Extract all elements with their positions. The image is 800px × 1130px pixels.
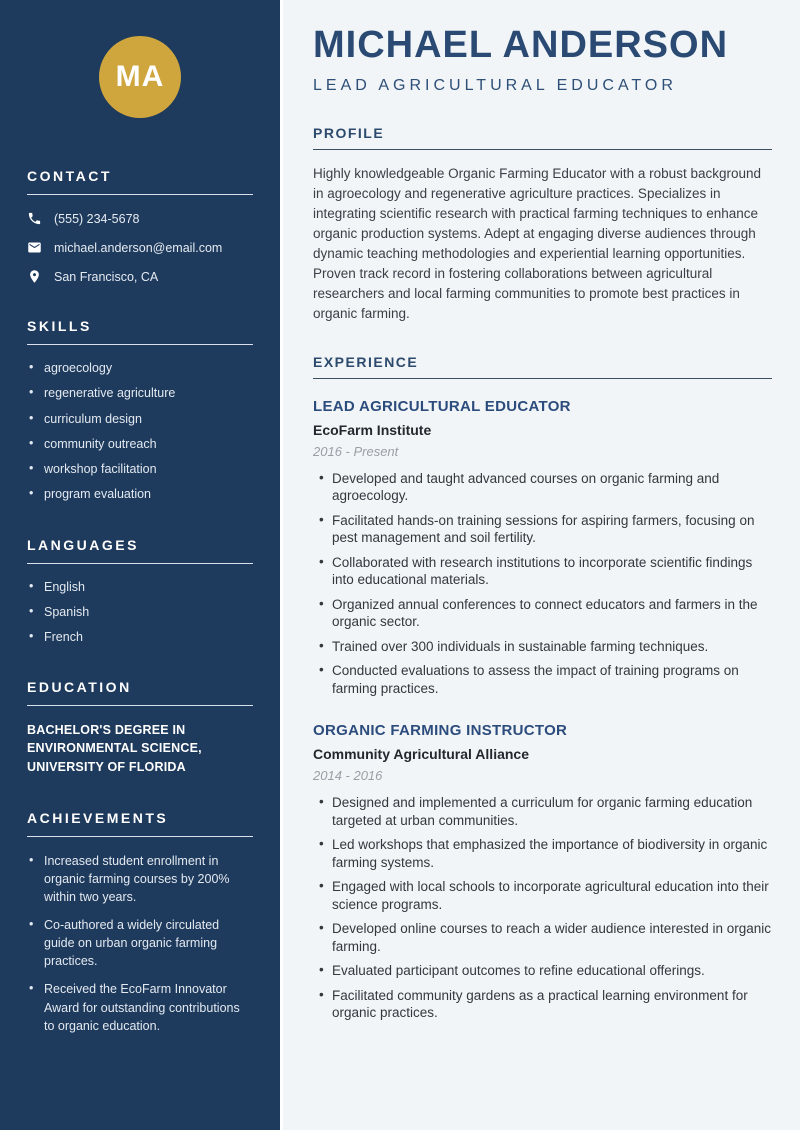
main-content — [280, 0, 800, 1130]
achievements-heading: ACHIEVEMENTS — [27, 809, 169, 826]
job-entry — [313, 398, 772, 698]
email-icon — [27, 240, 42, 255]
email-text: michael.anderson@email.com — [54, 240, 223, 255]
experience-heading: EXPERIENCE — [313, 353, 419, 370]
education-section — [27, 679, 253, 775]
skill-item: • workshop facilitation — [27, 461, 253, 477]
profile-text: Highly knowledgeable Organic Farming Educator with a robust background in agroecology and regenerative agriculture practices. Specializes in integrating scientific research with practical farming techniques to enhance organic production systems. Adept at engaging diverse audiences through dynamic teaching methodologies and experiential learning opportunities. Proven track record in fostering collaborations between agricultural researchers and local farming communities to promote best practices in organic farming. — [313, 165, 761, 321]
contact-phone — [27, 211, 253, 226]
skill-item: • curriculum design — [27, 411, 253, 427]
job-bullet: • Facilitated community gardens as a practical learning environment for organic practices. — [319, 987, 772, 1022]
person-title: LEAD AGRICULTURAL EDUCATOR — [313, 76, 677, 94]
section-divider — [313, 378, 772, 379]
skill-item: • community outreach — [27, 436, 253, 452]
contact-email — [27, 240, 253, 255]
education-heading: EDUCATION — [27, 679, 132, 696]
skill-item: • program evaluation — [27, 486, 253, 502]
profile-section — [313, 125, 772, 324]
avatar — [99, 36, 181, 118]
degree-text: BACHELOR'S DEGREE IN ENVIRONMENTAL SCIENCE, UNIVERSITY OF FLORIDA — [27, 723, 202, 774]
job-dates: 2016 - Present — [313, 443, 399, 459]
achievement-item: • Received the EcoFarm Innovator Award for outstanding contributions to organic education. — [27, 980, 253, 1034]
avatar-initials: MA — [115, 60, 165, 93]
contact-section — [27, 168, 253, 284]
section-divider — [27, 705, 253, 706]
skill-item: • agroecology — [27, 360, 253, 376]
job-title: LEAD AGRICULTURAL EDUCATOR — [313, 397, 571, 415]
job-bullet: • Led workshops that emphasized the importance of biodiversity in organic farming systems. — [319, 836, 772, 871]
job-bullet: • Developed online courses to reach a wider audience interested in organic farming. — [319, 920, 772, 955]
language-item: • Spanish — [27, 604, 253, 620]
person-name: MICHAEL ANDERSON — [313, 24, 729, 66]
location-text: San Francisco, CA — [54, 269, 159, 284]
job-entry — [313, 722, 772, 1022]
skills-section — [27, 318, 253, 503]
achievement-item: • Increased student enrollment in organic farming courses by 200% within two years. — [27, 852, 253, 906]
section-divider — [27, 194, 253, 195]
achievements-list — [27, 852, 253, 1035]
experience-section — [313, 354, 772, 1022]
profile-heading: PROFILE — [313, 124, 385, 141]
language-item: • English — [27, 579, 253, 595]
section-divider — [27, 563, 253, 564]
skills-heading: SKILLS — [27, 318, 92, 334]
sidebar — [0, 0, 280, 1130]
job-bullet: • Conducted evaluations to assess the impact of training programs on farming practices. — [319, 662, 772, 697]
languages-section — [27, 537, 253, 646]
skill-item: • regenerative agriculture — [27, 385, 253, 401]
job-bullet: • Collaborated with research institutions to incorporate scientific findings into educational materials. — [319, 554, 772, 589]
job-bullets — [313, 794, 772, 1022]
job-bullet: • Engaged with local schools to incorporate agricultural education into their science programs. — [319, 878, 772, 913]
section-divider — [313, 149, 772, 150]
section-divider — [27, 344, 253, 345]
job-bullet: • Developed and taught advanced courses on organic farming and agroecology. — [319, 470, 772, 505]
contact-list — [27, 211, 253, 284]
languages-list — [27, 579, 253, 646]
phone-icon — [27, 211, 42, 226]
contact-location — [27, 269, 253, 284]
location-pin-icon — [27, 269, 42, 284]
skills-list — [27, 360, 253, 503]
language-item: • French — [27, 629, 253, 645]
job-bullet: • Organized annual conferences to connect educators and farmers in the organic sector. — [319, 596, 772, 631]
achievement-item: • Co-authored a widely circulated guide on urban organic farming practices. — [27, 916, 253, 970]
job-bullet: • Facilitated hands-on training sessions for aspiring farmers, focusing on pest management and soil fertility. — [319, 512, 772, 547]
job-company: Community Agricultural Alliance — [313, 746, 529, 763]
job-bullet: • Designed and implemented a curriculum for organic farming education targeted at urban communities. — [319, 794, 772, 829]
achievements-section — [27, 810, 253, 1035]
job-company: EcoFarm Institute — [313, 421, 432, 438]
languages-heading: LANGUAGES — [27, 536, 139, 553]
section-divider — [27, 836, 253, 837]
job-dates: 2014 - 2016 — [313, 768, 383, 784]
job-title: ORGANIC FARMING INSTRUCTOR — [313, 722, 568, 740]
job-bullet: • Trained over 300 individuals in sustainable farming techniques. — [319, 638, 772, 656]
job-bullet: • Evaluated participant outcomes to refine educational offerings. — [319, 962, 772, 980]
phone-text: (555) 234-5678 — [54, 211, 140, 226]
job-bullets — [313, 470, 772, 698]
contact-heading: CONTACT — [27, 168, 112, 184]
